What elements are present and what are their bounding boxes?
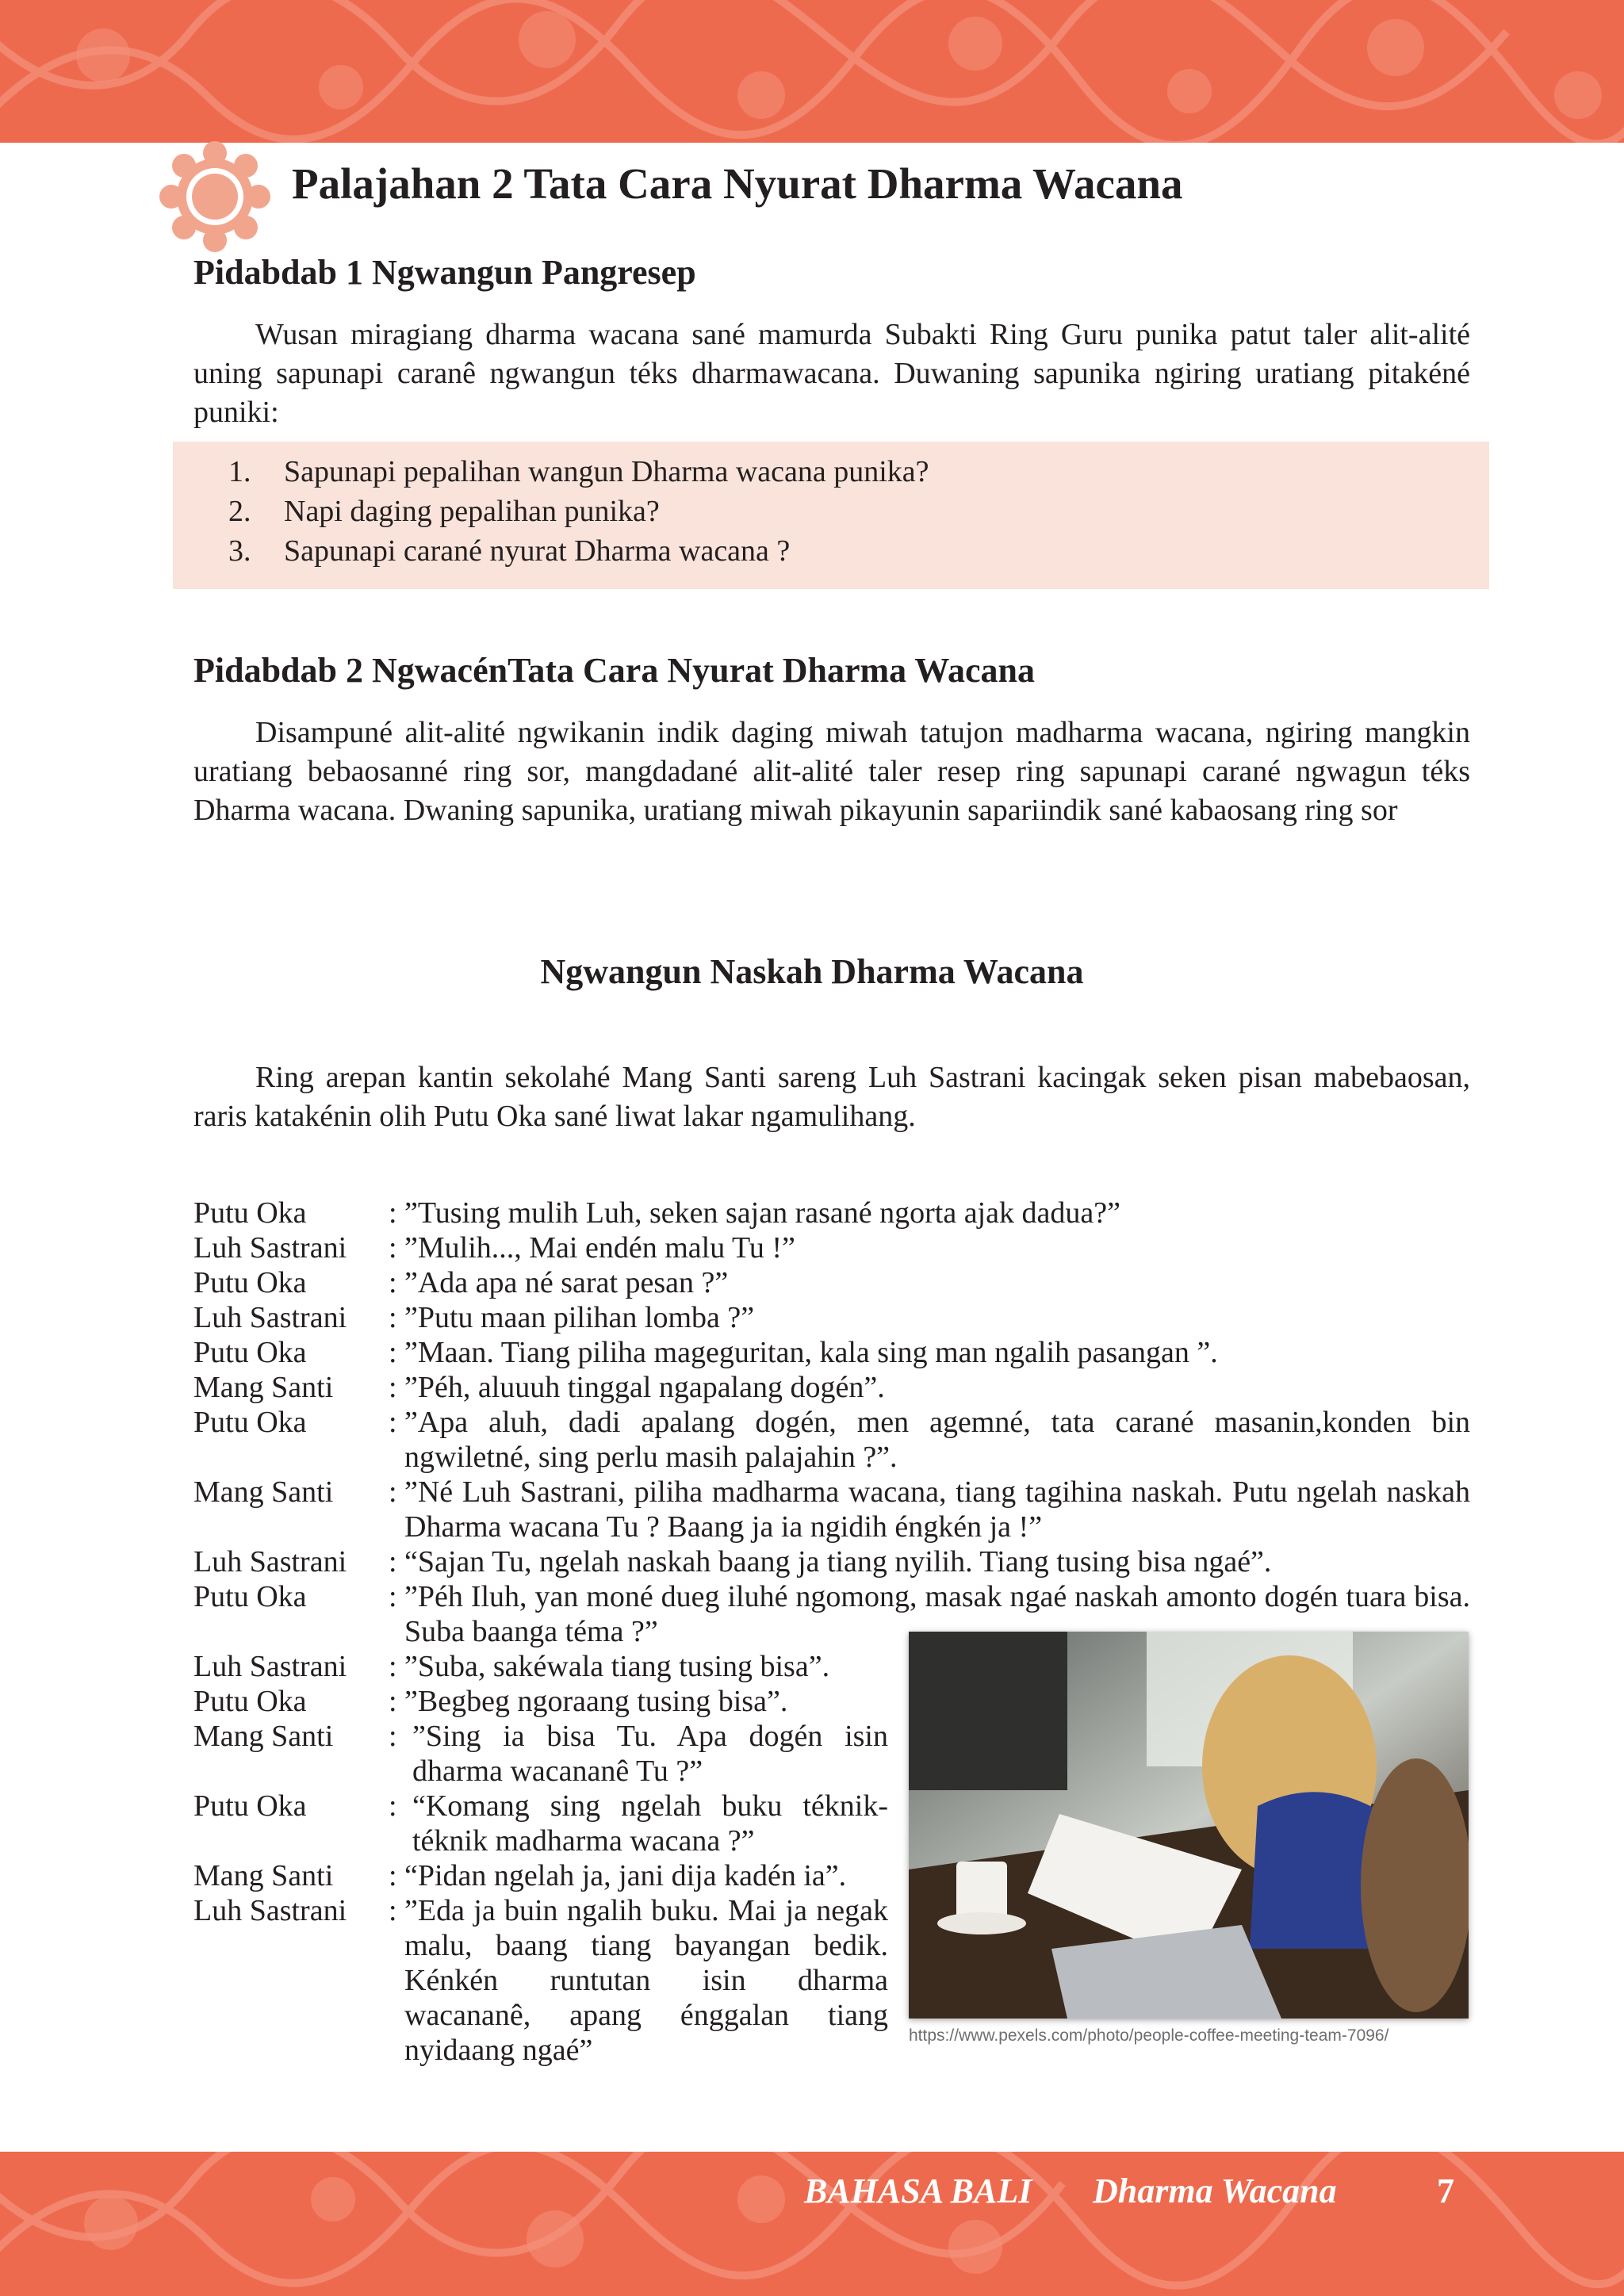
dialog-text: “Pidan ngelah ja, jani dija kadén ia”. bbox=[404, 1859, 847, 1892]
speaker-name: Luh Sastrani bbox=[193, 1650, 347, 1683]
dialog-text: ”Tusing mulih Luh, seken sajan rasané ngorta ajak dadua?” bbox=[404, 1196, 1120, 1230]
dialog-text: ”Suba, sakéwala tiang tusing bisa”. bbox=[404, 1650, 830, 1683]
dialog-text: ”Ada apa né sarat pesan ?” bbox=[404, 1266, 729, 1299]
speaker-name: Putu Oka bbox=[193, 1336, 307, 1369]
speaker-name: Mang Santi bbox=[193, 1371, 334, 1404]
naskah-title: Ngwangun Naskah Dharma Wacana bbox=[540, 952, 1084, 991]
header-ornament-band bbox=[0, 0, 1624, 143]
meeting-photo bbox=[909, 1632, 1469, 2019]
meeting-photo-illustration bbox=[909, 1632, 1469, 2019]
speaker-name: Putu Oka bbox=[193, 1266, 307, 1299]
dialog-text: ”Péh Iluh, yan moné dueg iluhé ngomong, masak ngaé naskah amonto dogén tuara bisa. Suba baanga téma ?” bbox=[404, 1580, 1470, 1648]
speaker-name: Putu Oka bbox=[193, 1406, 307, 1439]
speaker-name: Luh Sastrani bbox=[193, 1231, 347, 1265]
dialog-line: Mang Santi : ”Sing ia bisa Tu. Apa dogén isin dharma wacananê Tu ?” bbox=[193, 1720, 888, 1788]
section1-paragraph: Wusan miragiang dharma wacana sané mamurda Subakti Ring Guru punika patut taler alit-alité uning sapunapi caranê ngwangun téks dharmawacana. Duwaning sapunika ngiring uratiang pitakéné puniki: bbox=[193, 318, 1470, 429]
speaker-name: Putu Oka bbox=[193, 1580, 307, 1613]
dialog-line: Putu Oka : ”Apa aluh, dadi apalang dogén, men agemné, tata carané masanin,konden bin ngwiletné, sing perlu masih palajahin ?”. bbox=[193, 1406, 1470, 1474]
dialog-line: Putu Oka : ”Begbeg ngoraang tusing bisa”. bbox=[193, 1684, 888, 1719]
section1-title: Pidabdab 1 Ngwangun Pangresep bbox=[193, 253, 696, 292]
dialog-line: Luh Sastrani : ”Putu maan pilihan lomba ?” bbox=[193, 1300, 1470, 1335]
footer-subject: BAHASA BALI bbox=[804, 2172, 1032, 2210]
flower-ornament-icon bbox=[159, 140, 271, 253]
batik-pattern bbox=[0, 0, 1624, 143]
page-number: 7 bbox=[1437, 2172, 1454, 2210]
speaker-name: Mang Santi bbox=[193, 1859, 334, 1892]
dialog-text: ”Sing ia bisa Tu. Apa dogén isin dharma wacananê Tu ?” bbox=[412, 1720, 888, 1788]
speaker-name: Luh Sastrani bbox=[193, 1545, 347, 1578]
photo-caption: https://www.pexels.com/photo/people-coffee-meeting-team-7096/ bbox=[909, 2026, 1389, 2045]
naskah-intro: Ring arepan kantin sekolahé Mang Santi sareng Luh Sastrani kacingak seken pisan mabebaosan, raris katakénin olih Putu Oka sané liwat lakar ngamulihang. bbox=[193, 1061, 1470, 1133]
dialog-text: ”Mulih..., Mai endén malu Tu !” bbox=[404, 1231, 795, 1265]
speaker-name: Putu Oka bbox=[193, 1789, 307, 1823]
speaker-name: Putu Oka bbox=[193, 1685, 307, 1718]
dialog-text: “Sajan Tu, ngelah naskah baang ja tiang nyilih. Tiang tusing bisa ngaé”. bbox=[404, 1545, 1272, 1578]
dialog-text: ”Apa aluh, dadi apalang dogén, men agemné, tata carané masanin,konden bin ngwiletné, sing perlu masih palajahin ?”. bbox=[404, 1406, 1470, 1474]
dialog-line: Putu Oka : ”Péh Iluh, yan moné dueg iluhé ngomong, masak ngaé naskah amonto dogén tuara bisa. Suba baanga téma ?” bbox=[193, 1580, 1470, 1648]
dialog-text: “Komang sing ngelah buku téknik-téknik madharma wacana ?” bbox=[412, 1789, 888, 1858]
footer-topic: Dharma Wacana bbox=[1093, 2172, 1337, 2210]
question-item: 3. Sapunapi carané nyurat Dharma wacana ? bbox=[228, 534, 791, 568]
question-item: 2. Napi daging pepalihan punika? bbox=[228, 495, 660, 528]
dialog-line: Luh Sastrani : “Sajan Tu, ngelah naskah baang ja tiang nyilih. Tiang tusing bisa ngaé”. bbox=[193, 1544, 1470, 1579]
section2-paragraph: Disampuné alit-alité ngwikanin indik daging miwah tatujon madharma wacana, ngiring mangkin uratiang bebaosanné ring sor, mangdadané alit-alité taler resep ring sapunapi carané ngwagun téks Dharma wacana. Dwaning sapunika, uratiang miwah pikayunin sapariindik sané kabaosang ring sor bbox=[193, 716, 1470, 827]
dialog-text: ”Eda ja buin ngalih buku. Mai ja negak malu, baang tiang bayangan bedik. Kénkén runtutan isin dharma wacananê, apang énggalan tiang nyidaang ngaé” bbox=[404, 1894, 888, 2067]
speaker-name: Luh Sastrani bbox=[193, 1301, 347, 1334]
speaker-name: Putu Oka bbox=[193, 1196, 307, 1230]
dialog-line: Putu Oka : ”Ada apa né sarat pesan ?” bbox=[193, 1265, 1470, 1300]
speaker-name: Mang Santi bbox=[193, 1720, 334, 1753]
dialog-line: Mang Santi : ”Né Luh Sastrani, piliha madharma wacana, tiang tagihina naskah. Putu ngelah naskah Dharma wacana Tu ? Baang ja ia ngidih éngkén ja !” bbox=[193, 1475, 1470, 1544]
dialog-line: Luh Sastrani : ”Suba, sakéwala tiang tusing bisa”. bbox=[193, 1649, 888, 1684]
dialog-line: Mang Santi : ”Péh, aluuuh tinggal ngapalang dogén”. bbox=[193, 1370, 1470, 1405]
speaker-name: Luh Sastrani bbox=[193, 1894, 347, 1927]
dialog-text: ”Putu maan pilihan lomba ?” bbox=[404, 1301, 755, 1334]
dialog-line: Luh Sastrani : ”Eda ja buin ngalih buku. Mai ja negak malu, baang tiang bayangan bedik. Kénkén runtutan isin dharma wacananê, apang énggalan tiang nyidaang ngaé” bbox=[193, 1894, 888, 2067]
lesson-title: Palajahan 2 Tata Cara Nyurat Dharma Wacana bbox=[292, 159, 1183, 208]
dialog-text: ”Péh, aluuuh tinggal ngapalang dogén”. bbox=[404, 1371, 885, 1404]
dialog-text: ”Maan. Tiang piliha mageguritan, kala sing man ngalih pasangan ”. bbox=[404, 1336, 1218, 1369]
question-list bbox=[228, 452, 929, 571]
dialog-line: Putu Oka : ”Maan. Tiang piliha mageguritan, kala sing man ngalih pasangan ”. bbox=[193, 1335, 1470, 1370]
dialog-line: Luh Sastrani : ”Mulih..., Mai endén malu Tu !” bbox=[193, 1230, 1470, 1265]
dialog-line: Putu Oka : “Komang sing ngelah buku téknik-téknik madharma wacana ?” bbox=[193, 1789, 888, 1858]
speaker-name: Mang Santi bbox=[193, 1475, 334, 1509]
section2-title: Pidabdab 2 NgwacénTata Cara Nyurat Dharma Wacana bbox=[193, 651, 1035, 690]
dialog-text: ”Begbeg ngoraang tusing bisa”. bbox=[404, 1685, 788, 1718]
question-item: 1. Sapunapi pepalihan wangun Dharma wacana punika? bbox=[228, 455, 929, 488]
dialog-line: Mang Santi : “Pidan ngelah ja, jani dija kadén ia”. bbox=[193, 1858, 888, 1893]
dialog-text: ”Né Luh Sastrani, piliha madharma wacana, tiang tagihina naskah. Putu ngelah naskah Dharma wacana Tu ? Baang ja ia ngidih éngkén ja !” bbox=[404, 1475, 1470, 1544]
dialog-line: Putu Oka : ”Tusing mulih Luh, seken sajan rasané ngorta ajak dadua?” bbox=[193, 1196, 1470, 1230]
